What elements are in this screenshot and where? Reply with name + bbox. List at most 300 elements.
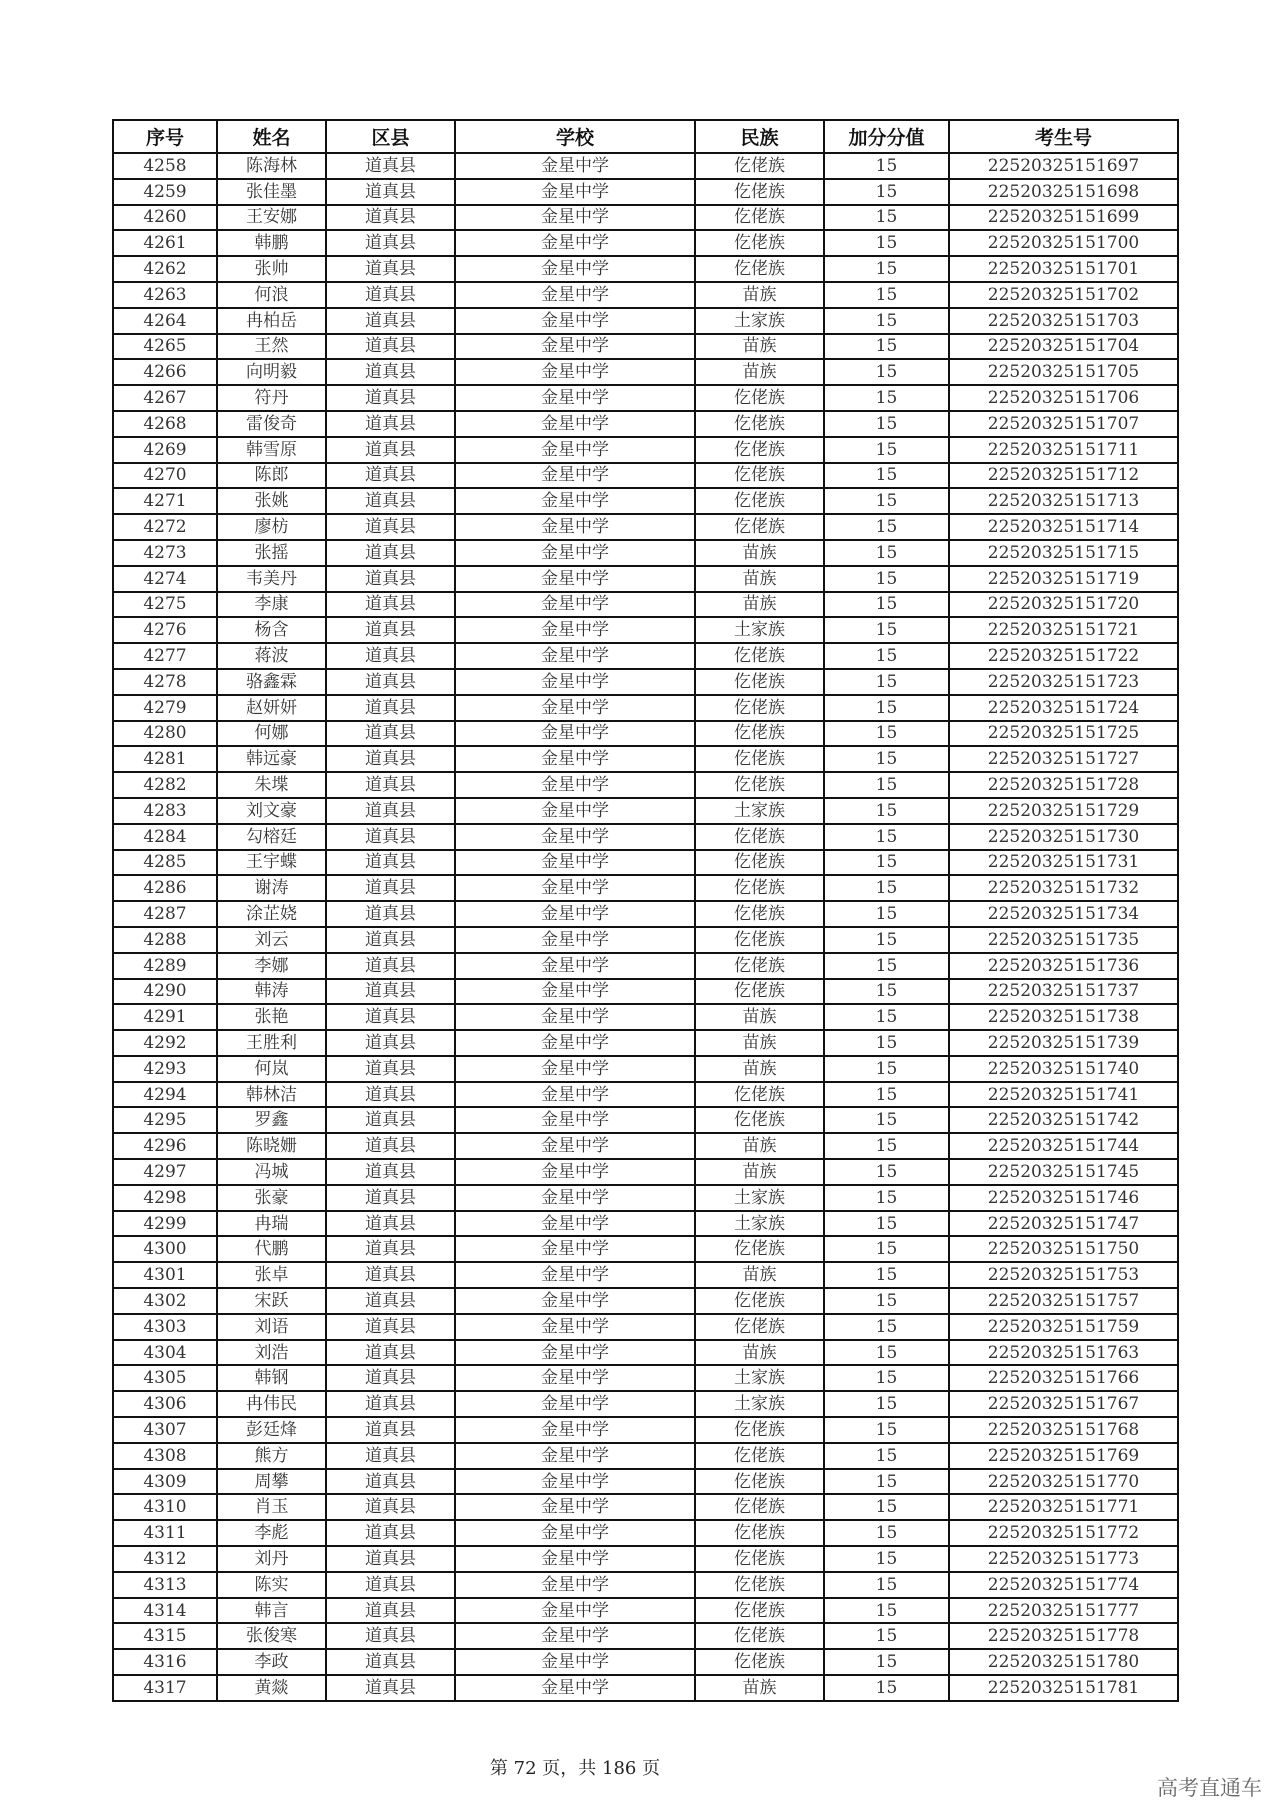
cell-school: 金星中学 [455, 695, 695, 721]
cell-exam-id: 22520325151713 [949, 488, 1178, 514]
cell-county: 道真县 [326, 1598, 455, 1624]
cell-school: 金星中学 [455, 1133, 695, 1159]
cell-bonus-score: 15 [824, 1288, 949, 1314]
cell-seq: 4282 [113, 772, 217, 798]
cell-seq: 4303 [113, 1314, 217, 1340]
cell-seq: 4278 [113, 669, 217, 695]
cell-ethnicity: 仡佬族 [695, 824, 824, 850]
cell-bonus-score: 15 [824, 875, 949, 901]
cell-name: 肖玉 [217, 1494, 326, 1520]
cell-bonus-score: 15 [824, 205, 949, 231]
cell-name: 韩言 [217, 1598, 326, 1624]
cell-exam-id: 22520325151704 [949, 334, 1178, 360]
cell-school: 金星中学 [455, 514, 695, 540]
table-row [113, 1030, 1178, 1056]
cell-bonus-score: 15 [824, 901, 949, 927]
cell-school: 金星中学 [455, 256, 695, 282]
cell-school: 金星中学 [455, 669, 695, 695]
cell-seq: 4284 [113, 824, 217, 850]
cell-exam-id: 22520325151759 [949, 1314, 1178, 1340]
cell-school: 金星中学 [455, 1675, 695, 1701]
cell-seq: 4270 [113, 463, 217, 489]
cell-county: 道真县 [326, 1159, 455, 1185]
cell-ethnicity: 仡佬族 [695, 1520, 824, 1546]
cell-name: 谢涛 [217, 875, 326, 901]
cell-exam-id: 22520325151766 [949, 1365, 1178, 1391]
cell-seq: 4260 [113, 205, 217, 231]
cell-county: 道真县 [326, 875, 455, 901]
cell-bonus-score: 15 [824, 1675, 949, 1701]
cell-school: 金星中学 [455, 746, 695, 772]
cell-ethnicity: 仡佬族 [695, 1082, 824, 1108]
cell-ethnicity: 土家族 [695, 1365, 824, 1391]
cell-school: 金星中学 [455, 1262, 695, 1288]
cell-seq: 4285 [113, 850, 217, 876]
cell-seq: 4275 [113, 592, 217, 618]
cell-seq: 4287 [113, 901, 217, 927]
cell-county: 道真县 [326, 1391, 455, 1417]
cell-exam-id: 22520325151728 [949, 772, 1178, 798]
cell-name: 李政 [217, 1649, 326, 1675]
cell-seq: 4261 [113, 230, 217, 256]
cell-exam-id: 22520325151711 [949, 437, 1178, 463]
cell-bonus-score: 15 [824, 1185, 949, 1211]
cell-bonus-score: 15 [824, 1159, 949, 1185]
cell-exam-id: 22520325151725 [949, 721, 1178, 747]
cell-name: 王胜利 [217, 1030, 326, 1056]
table-row [113, 153, 1178, 179]
cell-ethnicity: 苗族 [695, 1133, 824, 1159]
cell-seq: 4299 [113, 1211, 217, 1237]
cell-name: 冉伟民 [217, 1391, 326, 1417]
cell-bonus-score: 15 [824, 1623, 949, 1649]
cell-county: 道真县 [326, 256, 455, 282]
cell-bonus-score: 15 [824, 437, 949, 463]
cell-exam-id: 22520325151773 [949, 1546, 1178, 1572]
table-row [113, 282, 1178, 308]
cell-ethnicity: 仡佬族 [695, 1288, 824, 1314]
table-row [113, 592, 1178, 618]
cell-name: 黄燚 [217, 1675, 326, 1701]
cell-school: 金星中学 [455, 1004, 695, 1030]
cell-ethnicity: 仡佬族 [695, 1417, 824, 1443]
cell-bonus-score: 15 [824, 359, 949, 385]
table-row [113, 772, 1178, 798]
cell-name: 刘文豪 [217, 798, 326, 824]
cell-ethnicity: 仡佬族 [695, 953, 824, 979]
cell-school: 金星中学 [455, 308, 695, 334]
cell-ethnicity: 土家族 [695, 798, 824, 824]
cell-seq: 4315 [113, 1623, 217, 1649]
table-row [113, 385, 1178, 411]
header-school: 学校 [455, 120, 695, 153]
cell-seq: 4295 [113, 1107, 217, 1133]
cell-bonus-score: 15 [824, 979, 949, 1005]
cell-ethnicity: 仡佬族 [695, 230, 824, 256]
cell-county: 道真县 [326, 592, 455, 618]
cell-ethnicity: 苗族 [695, 1262, 824, 1288]
cell-county: 道真县 [326, 1314, 455, 1340]
cell-ethnicity: 仡佬族 [695, 256, 824, 282]
cell-ethnicity: 苗族 [695, 540, 824, 566]
table-body [113, 153, 1178, 1701]
cell-county: 道真县 [326, 540, 455, 566]
watermark: 高考直通车 [1157, 1776, 1262, 1800]
table-row [113, 1004, 1178, 1030]
table-row [113, 1443, 1178, 1469]
table-row [113, 540, 1178, 566]
cell-school: 金星中学 [455, 927, 695, 953]
cell-bonus-score: 15 [824, 1236, 949, 1262]
cell-ethnicity: 苗族 [695, 334, 824, 360]
cell-bonus-score: 15 [824, 334, 949, 360]
cell-school: 金星中学 [455, 1211, 695, 1237]
cell-bonus-score: 15 [824, 488, 949, 514]
table-header-row [113, 120, 1178, 153]
table-row [113, 1236, 1178, 1262]
table-row [113, 1623, 1178, 1649]
cell-exam-id: 22520325151750 [949, 1236, 1178, 1262]
cell-county: 道真县 [326, 179, 455, 205]
cell-county: 道真县 [326, 953, 455, 979]
cell-name: 张卓 [217, 1262, 326, 1288]
cell-school: 金星中学 [455, 179, 695, 205]
cell-seq: 4264 [113, 308, 217, 334]
cell-seq: 4304 [113, 1340, 217, 1366]
cell-bonus-score: 15 [824, 1417, 949, 1443]
cell-bonus-score: 15 [824, 695, 949, 721]
cell-exam-id: 22520325151732 [949, 875, 1178, 901]
cell-seq: 4312 [113, 1546, 217, 1572]
cell-bonus-score: 15 [824, 1133, 949, 1159]
cell-exam-id: 22520325151741 [949, 1082, 1178, 1108]
cell-county: 道真县 [326, 1417, 455, 1443]
cell-bonus-score: 15 [824, 463, 949, 489]
cell-ethnicity: 仡佬族 [695, 669, 824, 695]
cell-ethnicity: 仡佬族 [695, 746, 824, 772]
cell-seq: 4286 [113, 875, 217, 901]
cell-exam-id: 22520325151739 [949, 1030, 1178, 1056]
cell-county: 道真县 [326, 1262, 455, 1288]
cell-exam-id: 22520325151744 [949, 1133, 1178, 1159]
cell-school: 金星中学 [455, 1649, 695, 1675]
cell-seq: 4313 [113, 1572, 217, 1598]
cell-county: 道真县 [326, 901, 455, 927]
cell-name: 韩钢 [217, 1365, 326, 1391]
cell-school: 金星中学 [455, 1107, 695, 1133]
table-row [113, 463, 1178, 489]
cell-school: 金星中学 [455, 1288, 695, 1314]
table-row [113, 334, 1178, 360]
cell-ethnicity: 苗族 [695, 592, 824, 618]
cell-exam-id: 22520325151738 [949, 1004, 1178, 1030]
cell-bonus-score: 15 [824, 1314, 949, 1340]
cell-county: 道真县 [326, 695, 455, 721]
cell-county: 道真县 [326, 1236, 455, 1262]
cell-seq: 4297 [113, 1159, 217, 1185]
cell-seq: 4259 [113, 179, 217, 205]
cell-ethnicity: 仡佬族 [695, 772, 824, 798]
cell-name: 张帅 [217, 256, 326, 282]
cell-seq: 4269 [113, 437, 217, 463]
cell-exam-id: 22520325151780 [949, 1649, 1178, 1675]
cell-ethnicity: 仡佬族 [695, 850, 824, 876]
table-row [113, 1494, 1178, 1520]
table-row [113, 1133, 1178, 1159]
cell-bonus-score: 15 [824, 1598, 949, 1624]
cell-name: 李娜 [217, 953, 326, 979]
cell-county: 道真县 [326, 1056, 455, 1082]
table-row [113, 875, 1178, 901]
table-row [113, 1340, 1178, 1366]
cell-ethnicity: 仡佬族 [695, 179, 824, 205]
cell-school: 金星中学 [455, 1159, 695, 1185]
cell-ethnicity: 苗族 [695, 1004, 824, 1030]
cell-county: 道真县 [326, 669, 455, 695]
cell-ethnicity: 土家族 [695, 1391, 824, 1417]
cell-bonus-score: 15 [824, 772, 949, 798]
cell-exam-id: 22520325151745 [949, 1159, 1178, 1185]
cell-school: 金星中学 [455, 334, 695, 360]
table-row [113, 1469, 1178, 1495]
cell-exam-id: 22520325151771 [949, 1494, 1178, 1520]
cell-name: 韩林洁 [217, 1082, 326, 1108]
cell-ethnicity: 苗族 [695, 566, 824, 592]
cell-ethnicity: 仡佬族 [695, 1314, 824, 1340]
cell-exam-id: 22520325151719 [949, 566, 1178, 592]
cell-school: 金星中学 [455, 1546, 695, 1572]
cell-name: 骆鑫霖 [217, 669, 326, 695]
cell-bonus-score: 15 [824, 643, 949, 669]
cell-exam-id: 22520325151735 [949, 927, 1178, 953]
cell-bonus-score: 15 [824, 1494, 949, 1520]
cell-name: 张姚 [217, 488, 326, 514]
cell-seq: 4262 [113, 256, 217, 282]
cell-ethnicity: 苗族 [695, 1030, 824, 1056]
cell-bonus-score: 15 [824, 669, 949, 695]
table-row [113, 1159, 1178, 1185]
cell-name: 张豪 [217, 1185, 326, 1211]
table-row [113, 824, 1178, 850]
cell-ethnicity: 苗族 [695, 1340, 824, 1366]
cell-ethnicity: 仡佬族 [695, 979, 824, 1005]
cell-exam-id: 22520325151767 [949, 1391, 1178, 1417]
cell-bonus-score: 15 [824, 1365, 949, 1391]
table-row [113, 179, 1178, 205]
cell-school: 金星中学 [455, 153, 695, 179]
cell-seq: 4306 [113, 1391, 217, 1417]
cell-exam-id: 22520325151720 [949, 592, 1178, 618]
cell-exam-id: 22520325151722 [949, 643, 1178, 669]
cell-seq: 4314 [113, 1598, 217, 1624]
cell-bonus-score: 15 [824, 1107, 949, 1133]
cell-exam-id: 22520325151763 [949, 1340, 1178, 1366]
table-row [113, 566, 1178, 592]
cell-county: 道真县 [326, 850, 455, 876]
cell-ethnicity: 土家族 [695, 308, 824, 334]
table-row [113, 1546, 1178, 1572]
cell-seq: 4310 [113, 1494, 217, 1520]
cell-school: 金星中学 [455, 1236, 695, 1262]
cell-bonus-score: 15 [824, 1572, 949, 1598]
cell-county: 道真县 [326, 1185, 455, 1211]
cell-county: 道真县 [326, 1520, 455, 1546]
cell-county: 道真县 [326, 153, 455, 179]
cell-name: 罗鑫 [217, 1107, 326, 1133]
table-row [113, 1598, 1178, 1624]
cell-seq: 4272 [113, 514, 217, 540]
table-row [113, 1185, 1178, 1211]
cell-ethnicity: 仡佬族 [695, 153, 824, 179]
cell-seq: 4279 [113, 695, 217, 721]
cell-county: 道真县 [326, 1133, 455, 1159]
cell-exam-id: 22520325151772 [949, 1520, 1178, 1546]
cell-name: 李彪 [217, 1520, 326, 1546]
cell-seq: 4290 [113, 979, 217, 1005]
table-row [113, 1262, 1178, 1288]
cell-name: 陈实 [217, 1572, 326, 1598]
cell-name: 涂芷娆 [217, 901, 326, 927]
cell-exam-id: 22520325151769 [949, 1443, 1178, 1469]
cell-ethnicity: 仡佬族 [695, 411, 824, 437]
table-row [113, 1520, 1178, 1546]
cell-name: 符丹 [217, 385, 326, 411]
table-row [113, 230, 1178, 256]
cell-name: 冯城 [217, 1159, 326, 1185]
table-row [113, 437, 1178, 463]
cell-county: 道真县 [326, 798, 455, 824]
cell-exam-id: 22520325151727 [949, 746, 1178, 772]
cell-school: 金星中学 [455, 1314, 695, 1340]
cell-ethnicity: 仡佬族 [695, 1107, 824, 1133]
cell-school: 金星中学 [455, 359, 695, 385]
cell-exam-id: 22520325151714 [949, 514, 1178, 540]
cell-bonus-score: 15 [824, 1262, 949, 1288]
table-row [113, 953, 1178, 979]
cell-name: 雷俊奇 [217, 411, 326, 437]
cell-exam-id: 22520325151705 [949, 359, 1178, 385]
cell-seq: 4276 [113, 617, 217, 643]
cell-name: 宋跃 [217, 1288, 326, 1314]
cell-county: 道真县 [326, 824, 455, 850]
cell-county: 道真县 [326, 359, 455, 385]
cell-seq: 4280 [113, 721, 217, 747]
cell-name: 韩涛 [217, 979, 326, 1005]
cell-school: 金星中学 [455, 1340, 695, 1366]
table-row [113, 1107, 1178, 1133]
cell-bonus-score: 15 [824, 179, 949, 205]
cell-bonus-score: 15 [824, 1469, 949, 1495]
cell-seq: 4263 [113, 282, 217, 308]
cell-name: 韩远豪 [217, 746, 326, 772]
cell-name: 杨含 [217, 617, 326, 643]
table-row [113, 798, 1178, 824]
table-row [113, 1314, 1178, 1340]
cell-seq: 4266 [113, 359, 217, 385]
table-row [113, 205, 1178, 231]
cell-school: 金星中学 [455, 411, 695, 437]
cell-exam-id: 22520325151753 [949, 1262, 1178, 1288]
cell-bonus-score: 15 [824, 1520, 949, 1546]
cell-county: 道真县 [326, 772, 455, 798]
cell-school: 金星中学 [455, 1572, 695, 1598]
cell-seq: 4268 [113, 411, 217, 437]
table-row [113, 695, 1178, 721]
cell-bonus-score: 15 [824, 514, 949, 540]
cell-name: 王然 [217, 334, 326, 360]
cell-school: 金星中学 [455, 721, 695, 747]
cell-name: 张俊寒 [217, 1623, 326, 1649]
cell-school: 金星中学 [455, 1469, 695, 1495]
header-seq: 序号 [113, 120, 217, 153]
cell-school: 金星中学 [455, 1520, 695, 1546]
cell-ethnicity: 仡佬族 [695, 901, 824, 927]
table-row [113, 1082, 1178, 1108]
cell-exam-id: 22520325151729 [949, 798, 1178, 824]
cell-ethnicity: 土家族 [695, 617, 824, 643]
cell-school: 金星中学 [455, 282, 695, 308]
cell-exam-id: 22520325151697 [949, 153, 1178, 179]
cell-seq: 4274 [113, 566, 217, 592]
cell-ethnicity: 仡佬族 [695, 1469, 824, 1495]
cell-name: 周攀 [217, 1469, 326, 1495]
cell-bonus-score: 15 [824, 1211, 949, 1237]
cell-exam-id: 22520325151701 [949, 256, 1178, 282]
table-row [113, 1211, 1178, 1237]
cell-county: 道真县 [326, 1288, 455, 1314]
cell-school: 金星中学 [455, 1417, 695, 1443]
cell-name: 廖枋 [217, 514, 326, 540]
cell-county: 道真县 [326, 1340, 455, 1366]
cell-bonus-score: 15 [824, 850, 949, 876]
cell-exam-id: 22520325151724 [949, 695, 1178, 721]
cell-ethnicity: 仡佬族 [695, 488, 824, 514]
cell-name: 刘云 [217, 927, 326, 953]
cell-school: 金星中学 [455, 617, 695, 643]
cell-ethnicity: 仡佬族 [695, 385, 824, 411]
table-row [113, 669, 1178, 695]
cell-exam-id: 22520325151707 [949, 411, 1178, 437]
cell-county: 道真县 [326, 1365, 455, 1391]
cell-county: 道真县 [326, 927, 455, 953]
cell-ethnicity: 仡佬族 [695, 1598, 824, 1624]
cell-county: 道真县 [326, 334, 455, 360]
table-row [113, 746, 1178, 772]
cell-county: 道真县 [326, 1443, 455, 1469]
cell-county: 道真县 [326, 514, 455, 540]
cell-seq: 4273 [113, 540, 217, 566]
table-row [113, 927, 1178, 953]
cell-name: 陈郎 [217, 463, 326, 489]
cell-county: 道真县 [326, 1082, 455, 1108]
cell-exam-id: 22520325151781 [949, 1675, 1178, 1701]
cell-name: 张艳 [217, 1004, 326, 1030]
cell-exam-id: 22520325151698 [949, 179, 1178, 205]
cell-seq: 4301 [113, 1262, 217, 1288]
cell-ethnicity: 土家族 [695, 1211, 824, 1237]
cell-school: 金星中学 [455, 1598, 695, 1624]
cell-county: 道真县 [326, 385, 455, 411]
cell-seq: 4305 [113, 1365, 217, 1391]
cell-seq: 4309 [113, 1469, 217, 1495]
cell-school: 金星中学 [455, 540, 695, 566]
cell-bonus-score: 15 [824, 1546, 949, 1572]
cell-name: 王安娜 [217, 205, 326, 231]
cell-name: 张佳墨 [217, 179, 326, 205]
cell-county: 道真县 [326, 566, 455, 592]
cell-exam-id: 22520325151747 [949, 1211, 1178, 1237]
cell-bonus-score: 15 [824, 256, 949, 282]
